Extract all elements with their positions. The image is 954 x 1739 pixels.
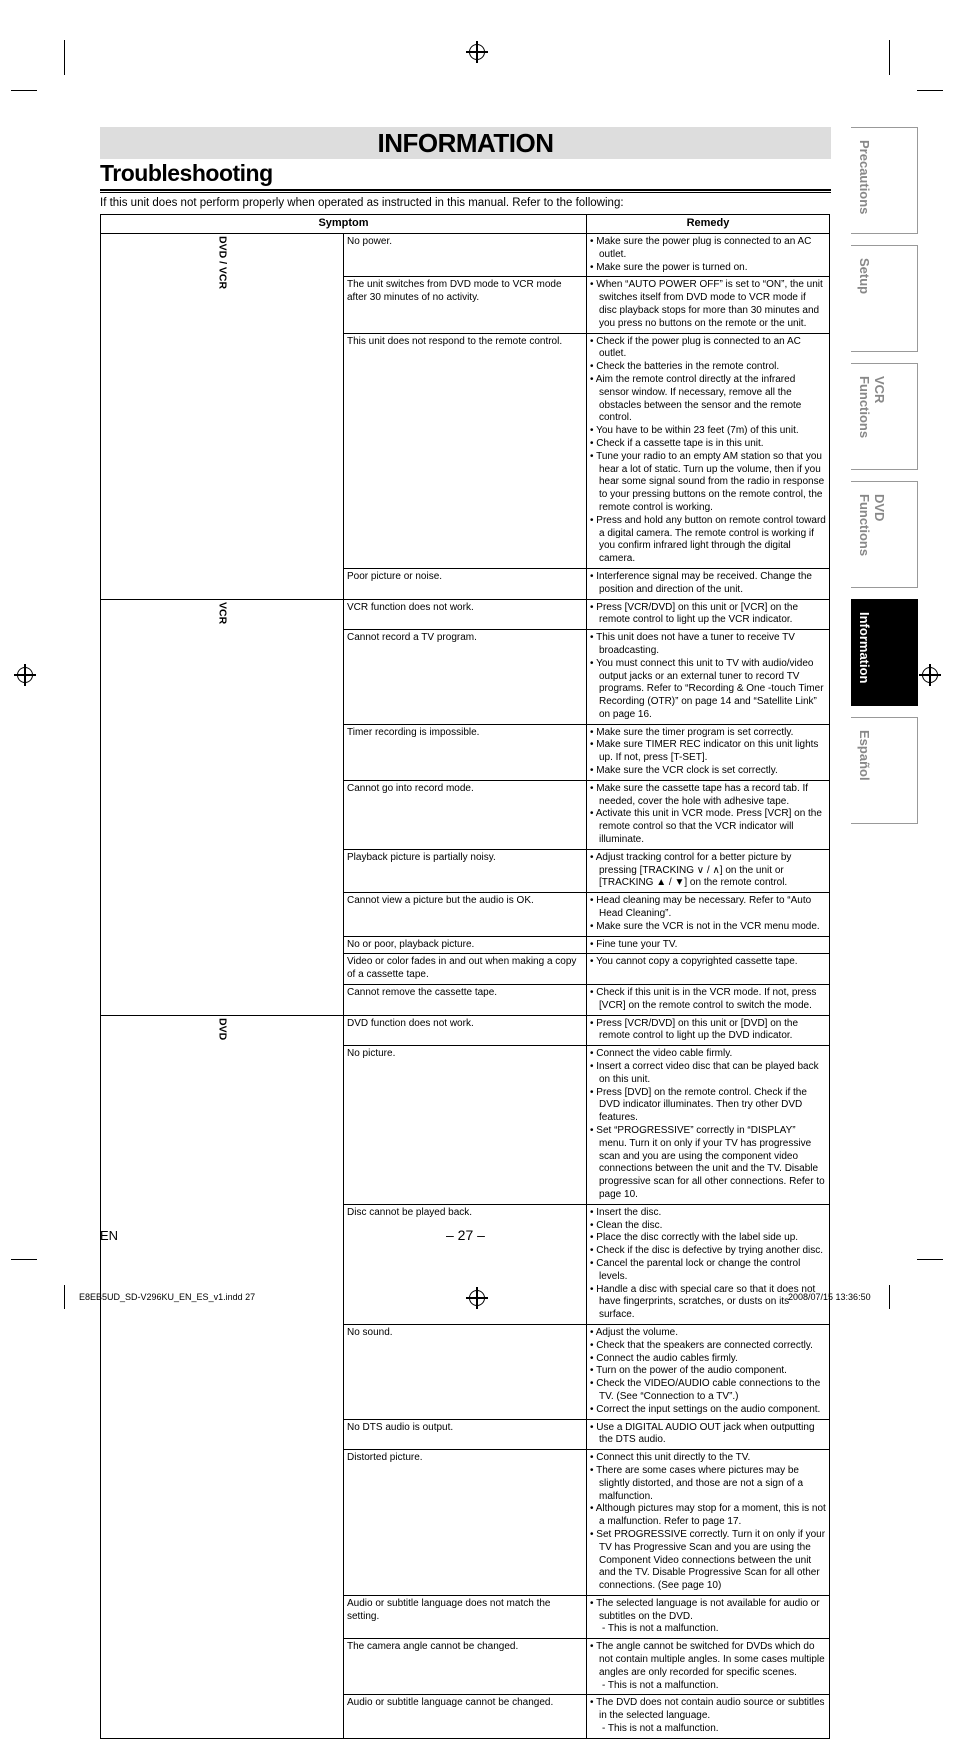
crop-mark <box>889 40 890 75</box>
symptom-cell: Cannot view a picture but the audio is OK. <box>344 893 587 936</box>
remedy-line: • Turn on the power of the audio component. <box>590 1365 787 1377</box>
remedy-cell <box>587 1595 830 1638</box>
intro-text: If this unit does not perform properly when operated as instructed in this manual. Refer to the following: <box>100 197 624 209</box>
remedy-line: • Use a DIGITAL AUDIO OUT jack when outputting the DTS audio. <box>590 1421 815 1446</box>
remedy-line: • Check if the power plug is connected to an AC outlet. <box>590 335 801 360</box>
remedy-line: • This unit does not have a tuner to receive TV broadcasting. <box>590 632 795 656</box>
symptom-cell: The unit switches from DVD mode to VCR mode after 30 minutes of no activity. <box>344 277 587 333</box>
remedy-line: - This is not a malfunction. <box>602 1723 719 1735</box>
remedy-line: • Adjust the volume. <box>590 1326 678 1338</box>
symptom-cell: Cannot record a TV program. <box>344 630 587 725</box>
remedy-line: • Press [VCR/DVD] on this unit or [DVD] on the remote control to light up the DVD indicator. <box>590 1017 799 1042</box>
remedy-line: • Make sure the VCR clock is set correctly. <box>590 765 778 777</box>
remedy-line: • There are some cases where pictures may be slightly distorted, and those are not a sign of a malfunction. <box>590 1464 804 1502</box>
remedy-line: • Make sure the VCR is not in the VCR menu mode. <box>590 920 820 932</box>
remedy-line: • Clean the disc. <box>590 1219 663 1231</box>
remedy-cell <box>587 985 830 1016</box>
remedy-line: • The angle cannot be switched for DVDs which do not contain multiple angles. In some cases multiple angles are only recorded for specific scenes. <box>590 1641 825 1678</box>
remedy-line: • Check if this unit is in the VCR mode. If not, press [VCR] on the remote control to switch the mode. <box>590 987 817 1011</box>
symptom-cell: VCR function does not work. <box>344 599 587 630</box>
remedy-line: • When “AUTO POWER OFF” is set to “ON”, the unit switches itself from DVD mode to VCR mode if disc playback stops for more than 30 minutes and you press no buttons on the remote or the unit. <box>590 279 823 329</box>
category-cell <box>101 599 344 1015</box>
side-tab-label: Español <box>857 730 872 781</box>
symptom-cell: Disc cannot be played back. <box>344 1204 587 1324</box>
category-label: VCR <box>216 601 229 624</box>
crop-mark <box>917 1259 943 1260</box>
side-tab-precautions <box>851 127 918 234</box>
symptom-cell: Audio or subtitle language does not match the setting. <box>344 1595 587 1638</box>
remedy-line: • Set “PROGRESSIVE” correctly in “DISPLAY” menu. Turn it on only if your TV has progressive scan and you are using the component video connections between the unit and the TV. Disable progressive scan for all other connections. Refer to page 10. <box>590 1125 825 1200</box>
remedy-cell <box>587 1419 830 1450</box>
crop-mark <box>11 90 37 91</box>
symptom-cell: Timer recording is impossible. <box>344 724 587 780</box>
side-tab-information <box>851 599 918 706</box>
remedy-line: • Set PROGRESSIVE correctly. Turn it on only if your TV has Progressive Scan and you are using the Component Video connections between the unit and the TV. Disable Progressive Scan for all other connections. (See page 10) <box>590 1528 826 1592</box>
remedy-cell <box>587 1695 830 1738</box>
remedy-line: • Correct the input settings on the audio component. <box>590 1403 821 1415</box>
symptom-cell: No sound. <box>344 1324 587 1419</box>
footer-language: EN <box>100 1228 119 1243</box>
remedy-cell <box>587 1450 830 1596</box>
side-tab-label: Precautions <box>857 140 872 215</box>
category-label: DVD <box>216 1017 229 1040</box>
remedy-cell <box>587 1324 830 1419</box>
symptom-cell: Video or color fades in and out when making a copy of a cassette tape. <box>344 954 587 985</box>
symptom-cell: No DTS audio is output. <box>344 1419 587 1450</box>
remedy-line: • Insert the disc. <box>590 1206 662 1218</box>
remedy-line: • Make sure TIMER REC indicator on this unit lights up. If not, press [T-SET]. <box>590 739 819 764</box>
symptom-cell: No or poor, playback picture. <box>344 936 587 954</box>
category-label: DVD / VCR <box>216 236 229 290</box>
remedy-line: • You cannot copy a copyrighted cassette tape. <box>590 956 798 968</box>
crop-mark <box>889 1285 890 1309</box>
remedy-line: • The DVD does not contain audio source or subtitles in the selected language. <box>590 1697 825 1722</box>
side-tab-vcr-functions <box>851 363 918 470</box>
side-tab-label: VCR Functions <box>857 376 887 439</box>
registration-mark-icon <box>922 667 938 683</box>
remedy-line: • Interference signal may be received. Change the position and direction of the unit. <box>590 570 812 595</box>
symptom-cell: Audio or subtitle language cannot be changed. <box>344 1695 587 1738</box>
remedy-cell <box>587 849 830 892</box>
remedy-line: • Press and hold any button on remote control toward a digital camera. The remote control is working if you confirm infrared light through the digital camera. <box>590 514 826 565</box>
crop-mark <box>64 1285 65 1309</box>
remedy-cell <box>587 954 830 985</box>
crop-mark <box>917 90 943 91</box>
remedy-cell <box>587 724 830 780</box>
remedy-cell <box>587 1639 830 1695</box>
remedy-cell <box>587 1204 830 1324</box>
remedy-line: • Make sure the power is turned on. <box>590 261 748 273</box>
remedy-line: • Insert a correct video disc that can be played back on this unit. <box>590 1061 819 1085</box>
side-tab-label: DVD Functions <box>857 494 887 557</box>
symptom-cell: Playback picture is partially noisy. <box>344 849 587 892</box>
symptom-cell: This unit does not respond to the remote control. <box>344 333 587 568</box>
symptom-cell: The camera angle cannot be changed. <box>344 1639 587 1695</box>
remedy-line: • Check that the speakers are connected correctly. <box>590 1339 813 1351</box>
remedy-line: • Make sure the timer program is set correctly. <box>590 726 794 738</box>
page-title: INFORMATION <box>377 128 554 158</box>
remedy-line: • Aim the remote control directly at the infrared sensor window. If necessary, remove all the obstacles between the sensor and the remote control. <box>590 373 802 424</box>
side-tab-label: Setup <box>857 258 872 295</box>
section-title: Troubleshooting <box>100 160 273 186</box>
remedy-line: • Handle a disc with special care so that it does not have fingerprints, scratches, or dusts on its surface. <box>590 1283 816 1321</box>
symptom-header: Symptom <box>101 215 587 234</box>
remedy-line: • Fine tune your TV. <box>590 938 678 950</box>
crop-mark <box>11 1259 37 1260</box>
symptom-cell: Cannot go into record mode. <box>344 780 587 849</box>
remedy-line: • Cancel the parental lock or change the control levels. <box>590 1257 801 1282</box>
remedy-line: • Connect this unit directly to the TV. <box>590 1452 751 1464</box>
remedy-cell <box>587 780 830 849</box>
remedy-line: • Check the VIDEO/AUDIO cable connections to the TV. (See “Connection to a TV”.) <box>590 1378 821 1402</box>
remedy-line: • Check the batteries in the remote control. <box>590 361 780 373</box>
remedy-cell <box>587 599 830 630</box>
divider <box>100 189 831 191</box>
remedy-line: • Although pictures may stop for a moment, this is not a malfunction. Refer to page 17. <box>590 1503 826 1528</box>
registration-mark-icon <box>17 667 33 683</box>
category-cell <box>101 234 344 600</box>
table-row <box>101 234 830 277</box>
remedy-line: • Check if a cassette tape is in this unit. <box>590 437 764 449</box>
remedy-line: • Activate this unit in VCR mode. Press [VCR] on the remote control so that the VCR indicator will illuminate. <box>590 808 822 846</box>
remedy-line: • Place the disc correctly with the label side up. <box>590 1232 799 1244</box>
troubleshooting-table <box>100 214 830 1739</box>
side-tab-label: Information <box>857 612 872 684</box>
page-number: – 27 – <box>446 1227 485 1243</box>
registration-mark-icon <box>469 44 485 60</box>
remedy-cell <box>587 630 830 725</box>
side-tab-espa-ol <box>851 717 918 824</box>
remedy-cell <box>587 568 830 599</box>
crop-mark <box>64 40 65 75</box>
symptom-cell: Poor picture or noise. <box>344 568 587 599</box>
symptom-cell: DVD function does not work. <box>344 1015 587 1046</box>
side-tab-setup <box>851 245 918 352</box>
remedy-cell <box>587 277 830 333</box>
remedy-line: • Press [VCR/DVD] on this unit or [VCR] on the remote control to light up the VCR indicator. <box>590 601 799 626</box>
remedy-cell <box>587 936 830 954</box>
remedy-line: • Press [DVD] on the remote control. Check if the DVD indicator illuminates. Then try other DVD features. <box>590 1086 807 1124</box>
remedy-line: • Connect the video cable firmly. <box>590 1048 733 1060</box>
slug-file: E8EB5UD_SD-V296KU_EN_ES_v1.indd 27 <box>79 1292 256 1302</box>
side-tabs <box>851 127 918 835</box>
category-cell <box>101 1015 344 1738</box>
remedy-header: Remedy <box>587 215 830 234</box>
table-row <box>101 599 830 630</box>
remedy-line: • You must connect this unit to TV with audio/video output jacks or an external tuner to record TV programs. Refer to “Recording & One -touch Timer Recording (OTR)” on page 14 and “Satellite Link” on page 16. <box>590 657 824 720</box>
remedy-cell <box>587 893 830 936</box>
remedy-cell <box>587 234 830 277</box>
remedy-line: • The selected language is not available for audio or subtitles on the DVD. <box>590 1597 820 1622</box>
symptom-cell: Distorted picture. <box>344 1450 587 1596</box>
remedy-cell <box>587 333 830 568</box>
remedy-line: • Head cleaning may be necessary. Refer to “Auto Head Cleaning”. <box>590 895 812 920</box>
remedy-cell <box>587 1015 830 1046</box>
remedy-line: • Adjust tracking control for a better picture by pressing [TRACKING ∨ / ∧] on the unit or [TRACKING ▲ / ▼] on the remote control. <box>590 851 792 889</box>
remedy-line: • Check if the disc is defective by trying another disc. <box>590 1245 824 1257</box>
symptom-cell: Cannot remove the cassette tape. <box>344 985 587 1016</box>
side-tab-dvd-functions <box>851 481 918 588</box>
remedy-line: • You have to be within 23 feet (7m) of this unit. <box>590 425 799 437</box>
remedy-line: - This is not a malfunction. <box>602 1623 719 1635</box>
remedy-line: - This is not a malfunction. <box>602 1679 719 1691</box>
remedy-line: • Connect the audio cables firmly. <box>590 1352 738 1364</box>
remedy-line: • Tune your radio to an empty AM station so that you hear a lot of static. Turn up the volume, then if you hear some signal sound from the radio in response to your pressing buttons on the remote control, the remote control is working. <box>590 450 825 513</box>
remedy-cell <box>587 1046 830 1205</box>
divider <box>100 192 831 193</box>
remedy-line: • Make sure the power plug is connected to an AC outlet. <box>590 236 812 260</box>
slug-date: 2008/07/15 13:36:50 <box>788 1292 871 1302</box>
symptom-cell: No power. <box>344 234 587 277</box>
remedy-line: • Make sure the cassette tape has a record tab. If needed, cover the hole with adhesive tape. <box>590 782 809 807</box>
symptom-cell: No picture. <box>344 1046 587 1205</box>
table-row <box>101 1015 830 1046</box>
